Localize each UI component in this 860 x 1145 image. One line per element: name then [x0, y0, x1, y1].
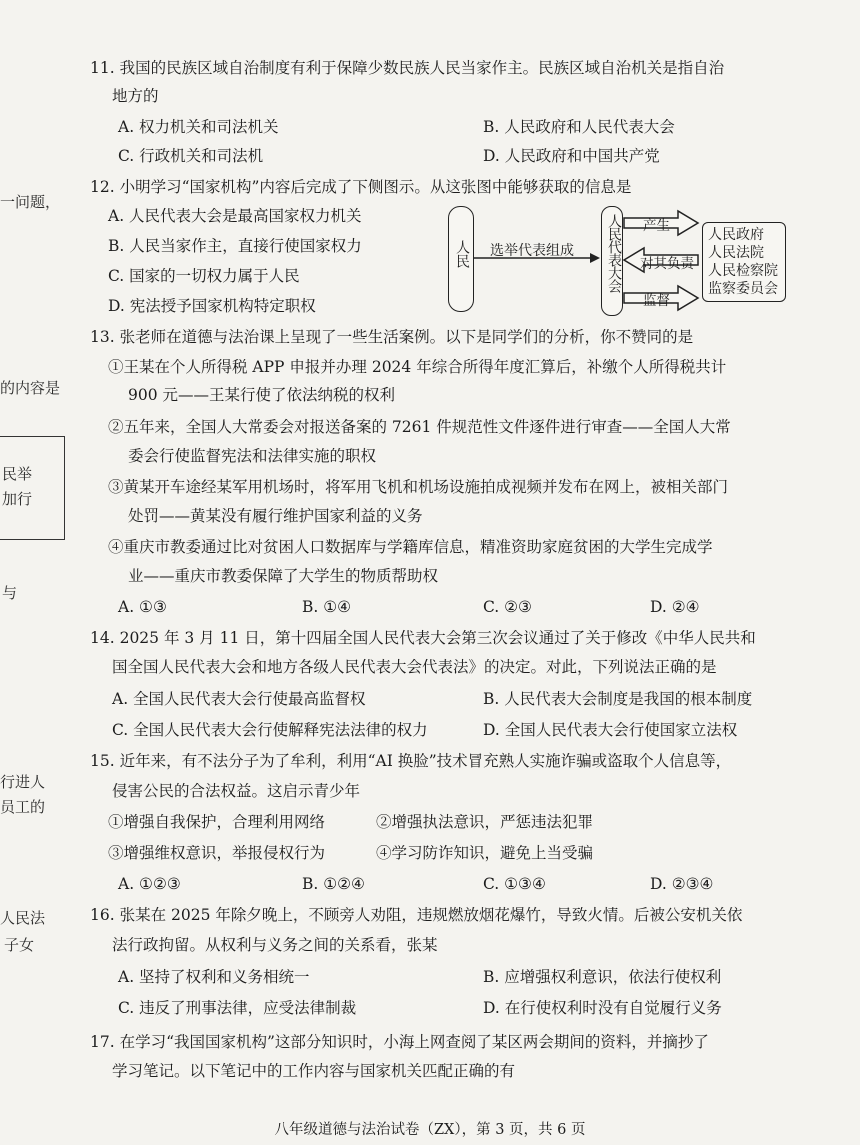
question-13-item-2: ②五年来，全国人大常委会对报送备案的 7261 件规范性文件逐件进行审查——全国人大常 [108, 418, 731, 436]
diagram-people-label: 人民 [454, 240, 470, 268]
question-14-stem: 14. 2025 年 3 月 11 日，第十四届全国人民代表大会第三次会议通过了关于修改《中华人民共和 [90, 629, 756, 647]
question-12-option-c: C. 国家的一切权力属于人民 [108, 267, 300, 285]
question-13-option-c: C. ②③ [483, 598, 532, 616]
question-16-stem-cont: 法行政拘留。从权利与义务之间的关系看，张某 [112, 936, 438, 954]
diagram-congress-label: 人民代表大会 [606, 214, 622, 292]
diagram-organ-supervision: 监察委员会 [708, 281, 778, 297]
question-13-item-4: ④重庆市教委通过比对贫困人口数据库与学籍库信息，精准资助家庭贫困的大学生完成学 [108, 538, 713, 556]
question-14-stem-cont: 国全国人民代表大会和地方各级人民代表大会代表法》的决定。对此，下列说法正确的是 [112, 658, 717, 676]
diagram-produce-label: 产生 [643, 218, 670, 234]
question-13-option-a: A. ①③ [118, 598, 167, 616]
question-15-item-2: ②增强执法意识，严惩违法犯罪 [376, 813, 594, 831]
question-11-option-b: B. 人民政府和人民代表大会 [483, 118, 675, 136]
question-11-stem: 11. 我国的民族区域自治制度有利于保障少数民族人民当家作主。民族区域自治机关是指自治 [90, 59, 725, 77]
question-13-item-4-cont: 业——重庆市教委保障了大学生的物质帮助权 [128, 567, 439, 585]
diagram-elect-label: 选举代表组成 [490, 243, 574, 259]
question-13-stem: 13. 张老师在道德与法治课上呈现了一些生活案例。以下是同学们的分析，你不赞同的是 [90, 328, 694, 346]
question-14-option-a: A. 全国人民代表大会行使最高监督权 [112, 690, 366, 708]
question-11-option-a: A. 权力机关和司法机关 [118, 118, 279, 136]
margin-fragment: 子女 [4, 936, 35, 954]
diagram-responsible-label: 对其负责 [640, 256, 694, 272]
question-11-option-d: D. 人民政府和中国共产党 [483, 147, 660, 165]
margin-fragment: 与 [2, 584, 18, 602]
diagram-organ-government: 人民政府 [708, 227, 764, 243]
question-16-option-d: D. 在行使权利时没有自觉履行义务 [483, 999, 722, 1017]
margin-box [0, 436, 65, 540]
margin-fragment: 员工的 [0, 798, 46, 816]
margin-fragment: 人民法 [0, 909, 46, 927]
question-13-item-3-cont: 处罚——黄某没有履行维护国家利益的义务 [128, 507, 423, 525]
question-17-stem: 17. 在学习“我国国家机构”这部分知识时，小海上网查阅了某区两会期间的资料，并摘抄了 [90, 1033, 709, 1051]
diagram-supervise-label: 监督 [643, 293, 670, 309]
question-13-item-2-cont: 委会行使监督宪法和法律实施的职权 [128, 447, 377, 465]
margin-fragment: 一问题， [0, 193, 61, 211]
question-13-option-b: B. ①④ [302, 598, 352, 616]
question-15-item-1: ①增强自我保护，合理利用网络 [108, 813, 326, 831]
question-15-item-3: ③增强维权意识，举报侵权行为 [108, 844, 326, 862]
margin-fragment: 行进人 [0, 773, 46, 791]
diagram-organ-procuratorate: 人民检察院 [708, 263, 778, 279]
diagram-organ-court: 人民法院 [708, 245, 764, 261]
question-16-option-a: A. 坚持了权利和义务相统一 [118, 968, 310, 986]
question-15-option-b: B. ①②④ [302, 875, 365, 893]
page-footer: 八年级道德与法治试卷（ZX），第 3 页，共 6 页 [274, 1122, 586, 1138]
margin-fragment: 的内容是 [0, 379, 61, 397]
question-15-stem: 15. 近年来，有不法分子为了牟利，利用“AI 换脸”技术冒充熟人实施诈骗或盗取个人信息等， [90, 752, 732, 770]
question-13-item-3: ③黄某开车途经某军用机场时，将军用飞机和机场设施拍成视频并发布在网上，被相关部门 [108, 478, 729, 496]
question-13-option-d: D. ②④ [650, 598, 700, 616]
question-11-stem-cont: 地方的 [112, 87, 159, 105]
margin-fragment: 民举 [2, 465, 33, 483]
question-13-item-1-cont: 900 元——王某行使了依法纳税的权利 [128, 386, 396, 404]
question-15-stem-cont: 侵害公民的合法权益。这启示青少年 [112, 782, 361, 800]
question-16-option-c: C. 违反了刑事法律，应受法律制裁 [118, 999, 357, 1017]
question-15-option-c: C. ①③④ [483, 875, 546, 893]
question-12-stem: 12. 小明学习“国家机构”内容后完成了下侧图示。从这张图中能够获取的信息是 [90, 178, 632, 196]
question-16-option-b: B. 应增强权利意识，依法行使权利 [483, 968, 722, 986]
question-12-option-d: D. 宪法授予国家机构特定职权 [108, 297, 316, 315]
question-14-option-c: C. 全国人民代表大会行使解释宪法法律的权力 [112, 721, 428, 739]
question-14-option-b: B. 人民代表大会制度是我国的根本制度 [483, 690, 753, 708]
question-14-option-d: D. 全国人民代表大会行使国家立法权 [483, 721, 738, 739]
question-16-stem: 16. 张某在 2025 年除夕晚上，不顾旁人劝阻，违规燃放烟花爆竹，导致火情。后被公安机关依 [90, 906, 743, 924]
question-17-stem-cont: 学习笔记。以下笔记中的工作内容与国家机关匹配正确的有 [112, 1062, 516, 1080]
question-15-item-4: ④学习防诈知识，避免上当受骗 [376, 844, 594, 862]
question-11-option-c: C. 行政机关和司法机 [118, 147, 264, 165]
question-12-option-a: A. 人民代表大会是最高国家权力机关 [108, 207, 362, 225]
question-12-option-b: B. 人民当家作主，直接行使国家权力 [108, 237, 362, 255]
question-15-option-d: D. ②③④ [650, 875, 714, 893]
question-13-item-1: ①王某在个人所得税 APP 申报并办理 2024 年综合所得年度汇算后，补缴个人所得税共计 [108, 358, 727, 376]
margin-fragment: 加行 [2, 490, 33, 508]
question-15-option-a: A. ①②③ [118, 875, 181, 893]
